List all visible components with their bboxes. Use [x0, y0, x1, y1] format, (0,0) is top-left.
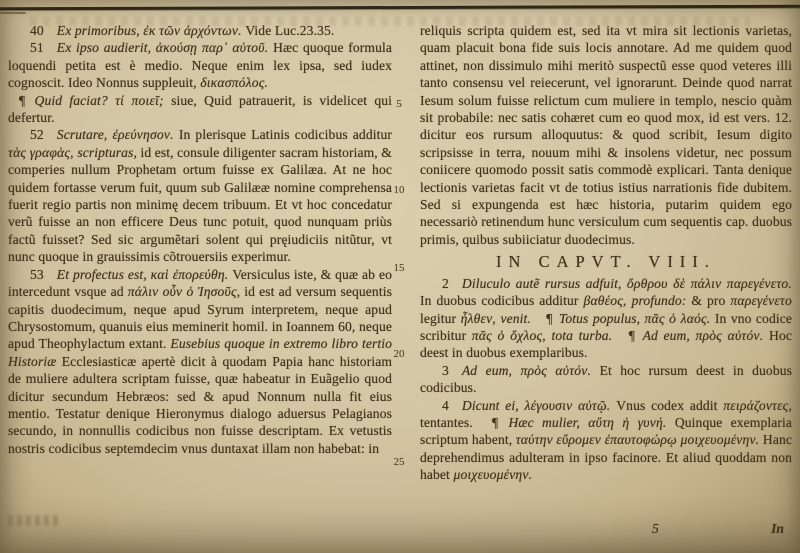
- latin-text: & pro: [691, 293, 731, 309]
- latin-text: Vnus codex addit: [616, 397, 724, 413]
- latin-text: Dicunt ei,: [461, 397, 525, 413]
- latin-text: Versiculus iste, & quæ ab eo intercedunt vsque ad: [8, 266, 392, 300]
- greek-text: ἐκ τῶν ἀρχόντων.: [143, 23, 246, 38]
- latin-text: , id est ad versum sequentis capitis duodecimum, neque apud Syrum interpretem, neque apud Chrysostomum, quanuis eius meminerit homil. in Ioannem 60, neque apud Theophylactum extant.: [8, 284, 392, 352]
- greek-text: πάλιν οὖν ὁ Ἰησοῦς: [127, 284, 237, 300]
- greek-text: ἦλθεν,: [460, 310, 501, 326]
- latin-text: Hanc deprehendimus adulteram in ipso facinore. Et aliud quoddam non habet: [420, 432, 792, 483]
- gutter-line-number-5: 5: [396, 98, 402, 110]
- greek-text: παρεγένετο: [730, 293, 792, 309]
- latin-text: profundo:: [631, 293, 692, 309]
- greek-text: ἀκούσῃ παρ᾽ αὐτοῦ.: [155, 40, 274, 56]
- annotation-number: 40: [30, 23, 44, 38]
- latin-text: In vno codice scribitur: [420, 310, 792, 343]
- annotation-paragraph: [8, 92, 392, 127]
- greek-text: τί ποιεῖ;: [115, 92, 172, 108]
- annotation-paragraph: [420, 275, 792, 362]
- greek-text: βαθέος,: [583, 293, 632, 309]
- latin-text: reliquis scripta quidem est, sed ita vt mira sit lectionis varietas, quam placuit bona fide suis locis annotare. Ad me quidem quod attinet, non dissimulo mihi meritò suspectũ esse quod veteres illi tanto consensu vel reiecerunt, vel ignorarunt. Deinde quod narrat Iesum solum fuisse relictum cum muliere in templo, nescio quàm sit probabile: nec satis cohæret cum eo quod mox, id est vers. 12. dicitur eos rursum alloquutus: & quod scribit, Iesum digito scripsisse in terra, nouum mihi & insolens videtur, nec possum coniicere quomodo possit satis commodè explicari. Tanta denique lectionis varietas facit vt de totius istius narrationis fide dubitem. Sed si expungenda est hæc historia, putarim quidem ego necessariò retinendum hunc versiculum cum sequentis cap. duobus primis, quibus subiiciatur duodecimus.: [420, 23, 792, 247]
- latin-text: Ad eum,: [642, 327, 696, 343]
- greek-text: πρὸς αὐτόν.: [520, 362, 600, 378]
- right-text-column: [420, 22, 792, 484]
- greek-text: αὕτη ἡ γυνή.: [588, 414, 675, 430]
- pilcrow-mark: ¶: [491, 414, 507, 430]
- annotation-number: 53: [30, 266, 44, 282]
- greek-text: ἐρεύνησον.: [112, 127, 179, 143]
- annotation-number: 51: [30, 40, 44, 56]
- latin-text: Hæc mulier,: [508, 414, 589, 430]
- head-rule: [0, 5, 800, 11]
- greek-text: μοιχευομένην.: [453, 467, 533, 483]
- section-heading: IN CAPVT. VIII.: [496, 252, 716, 272]
- greek-text: δικασπόλος.: [200, 75, 269, 91]
- latin-text: Hoc deest in duobus exemplaribus.: [420, 327, 792, 361]
- annotation-paragraph: [8, 126, 392, 265]
- ink-bleedthrough-bottom-left: [8, 515, 60, 526]
- greek-text: τὰς γραφὰς,: [8, 144, 78, 160]
- latin-text: Hæc quoque formula loquendi petita est è medio. Neque enim lex ipsa, sed iudex cognoscit. Ideo Nonnus suppleuit,: [8, 40, 392, 91]
- annotation-paragraph: [8, 266, 392, 457]
- annotation-paragraph: [8, 39, 392, 91]
- annotation-paragraph: [8, 22, 392, 39]
- latin-text: Diluculo autẽ rursus adfuit,: [461, 275, 627, 291]
- latin-text: tota turba.: [551, 327, 618, 343]
- right-column-top-paragraphs: [420, 22, 792, 248]
- latin-text: Ecclesiasticæ apertè dicit à quodam Papia hanc historiam de muliere adultera scriptam fuisse, quæ habeatur in Euãgelio quod dicitur secundum Hebræos: sed & apud Nonnum nulla fit eius mentio. Testatur denique Hieronymus dialogo aduersus Pelagianos secundo, in nonnullis codicibus non fuisse descriptam. Ex vetustis nostris codicibus septemdecim vnus duntaxat illam non habebat: in: [8, 353, 393, 456]
- pilcrow-mark: ¶: [19, 92, 33, 108]
- latin-text: id est, consule diligenter sacram historiam, & comperies nullum Prophetam ortum fuisse ex Galilæa. At ne hoc quidem fortasse verum fuit, quum sub Galilææ nomine comprehensa fuerit regio partis non minimę decem tribuum. Et vt hoc concedatur verũ fuisse an non efficere Deus tunc potuit, quod nunquam priùs factũ fuisset? Sed sic argumẽtari solent qui pręiudiciis nitũtur, vt nunc quoque in grauissimis cõtrouersiis experimur.: [8, 144, 392, 265]
- greek-text: πᾶς ὁ λαός.: [644, 310, 715, 326]
- annotation-number: 2: [442, 275, 449, 291]
- greek-text: πειράζοντες,: [723, 397, 792, 413]
- annotation-number: 3: [442, 362, 449, 378]
- annotation-paragraph: [420, 397, 792, 484]
- greek-text: ὄρθρου δὲ πάλιν παρεγένετο.: [626, 275, 793, 291]
- latin-text: Quinque exemplaria scriptum habent,: [420, 414, 793, 448]
- latin-text: Et hoc rursum deest in duobus codicibus.: [420, 362, 792, 396]
- greek-text: πρὸς αὐτόν.: [695, 327, 770, 343]
- gutter-line-number-20: 20: [393, 348, 405, 360]
- catchword-row: [652, 521, 784, 537]
- latin-text: Eusebius quoque in extremo libro tertio Historiæ: [8, 336, 393, 369]
- latin-text: Vide Luc.23.35.: [245, 23, 335, 38]
- latin-text: venit.: [500, 310, 536, 326]
- greek-text: ταύτην εὕρομεν ἐπαυτοφώρῳ μοιχευομένην.: [515, 432, 763, 448]
- annotation-paragraph: [420, 362, 792, 397]
- greek-text: πᾶς ὁ ὄχλος,: [471, 327, 552, 343]
- latin-text: Quid faciat?: [34, 92, 116, 108]
- latin-text: Et profectus est,: [56, 266, 151, 282]
- latin-text: siue, Quid patrauerit, is videlicet qui defertur.: [8, 92, 393, 126]
- right-column-section-paragraphs: [420, 275, 792, 484]
- annotation-number: 4: [442, 397, 449, 413]
- left-text-column: [8, 22, 392, 457]
- latin-text: Ex primoribus,: [56, 23, 144, 38]
- catchword: In: [771, 521, 784, 536]
- annotation-number: 52: [30, 127, 44, 143]
- pilcrow-mark: ¶: [546, 310, 557, 326]
- gutter-line-number-15: 15: [393, 262, 405, 274]
- latin-text: tentantes.: [420, 414, 481, 430]
- latin-text: In plerisque Latinis codicibus additur: [178, 127, 393, 143]
- gutter-line-number-25: 25: [393, 456, 405, 468]
- latin-text: legitur: [420, 310, 461, 326]
- latin-text: In duobus codicibus additur: [420, 293, 584, 309]
- greek-text: καὶ ἐπορεύθη.: [150, 266, 233, 282]
- latin-text: Totus populus,: [558, 310, 645, 326]
- head-rule-fragment: [0, 12, 26, 14]
- pilcrow-mark: ¶: [628, 327, 641, 343]
- signature-mark: 5: [652, 521, 659, 536]
- greek-text: λέγουσιν αὐτῷ.: [524, 397, 617, 413]
- gutter-line-number-10: 10: [393, 184, 405, 196]
- latin-text: Scrutare,: [56, 127, 113, 143]
- annotation-paragraph: [420, 22, 792, 248]
- latin-text: Ad eum,: [461, 362, 521, 378]
- latin-text: Ex ipso audierit,: [56, 40, 156, 56]
- latin-text: scripturas,: [77, 144, 141, 160]
